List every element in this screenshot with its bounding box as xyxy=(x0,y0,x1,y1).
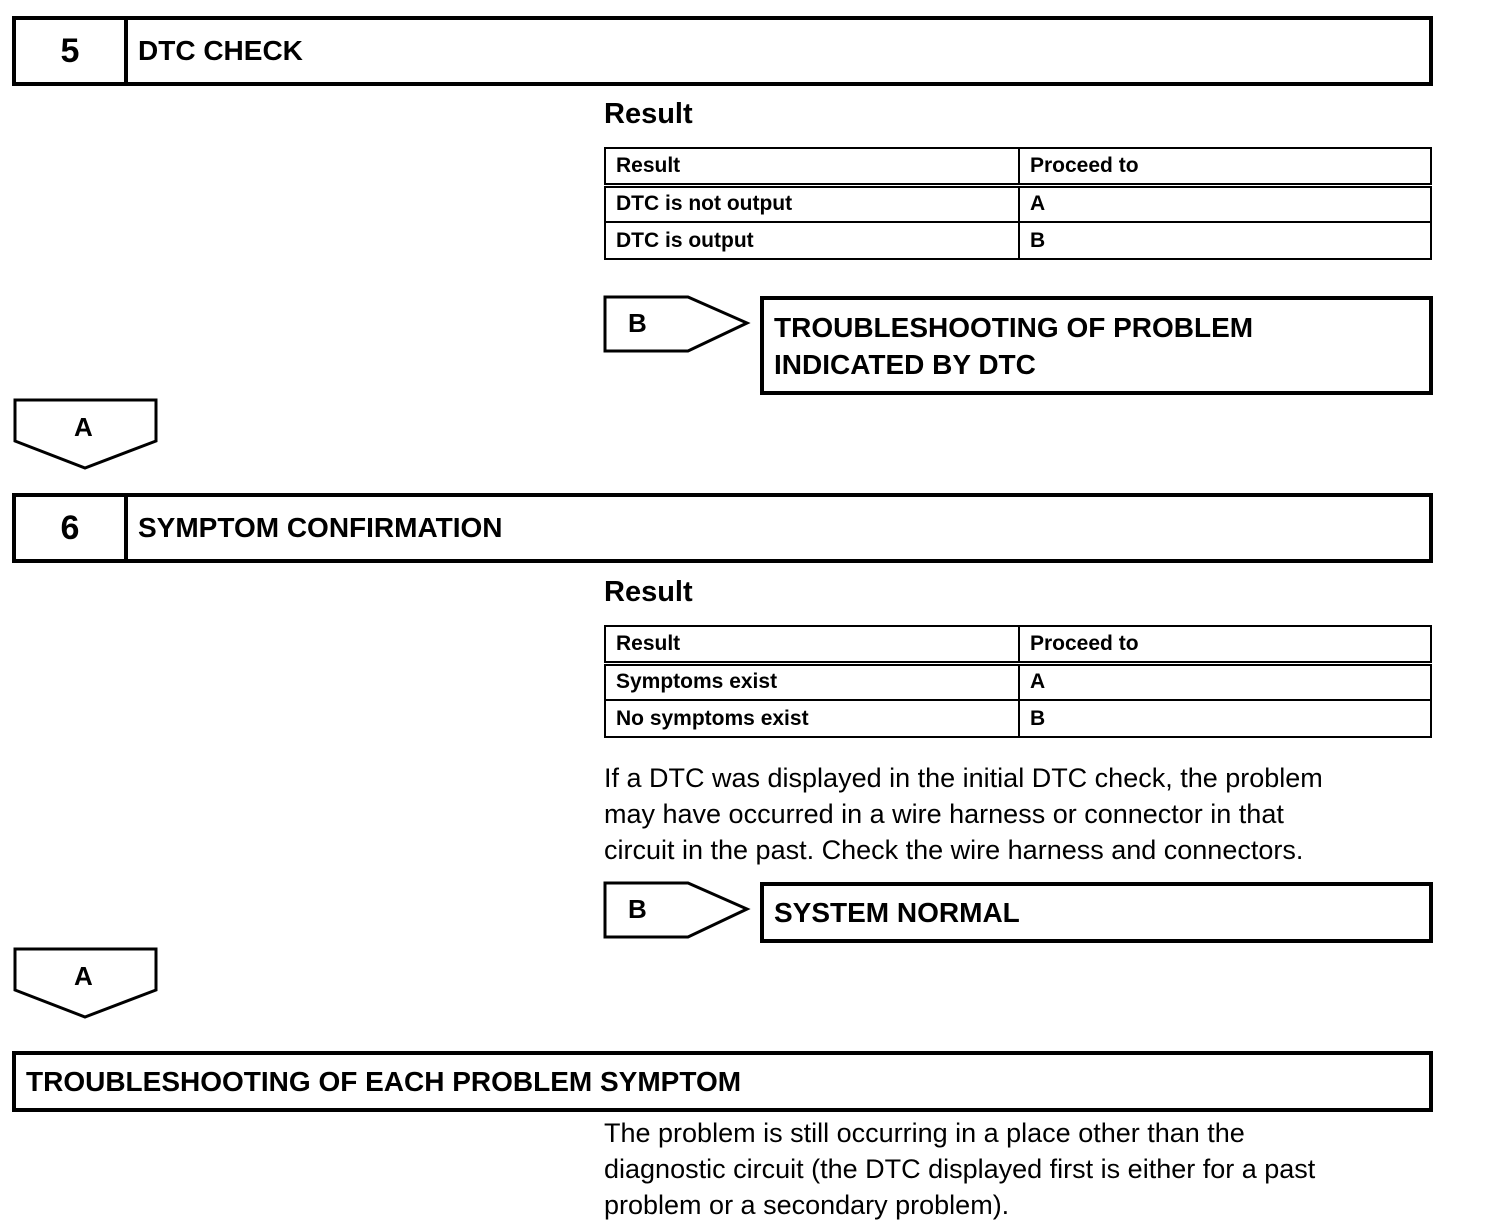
table-header-cell: Proceed to xyxy=(1019,148,1431,185)
table-row xyxy=(605,663,1431,700)
table-cell: DTC is not output xyxy=(605,185,1019,222)
step-6-number: 6 xyxy=(16,497,128,559)
branch-a-down-arrow-icon xyxy=(0,0,1,1)
step-6-header xyxy=(12,493,1433,563)
step-5-header xyxy=(12,16,1433,86)
step-6-title: SYMPTOM CONFIRMATION xyxy=(138,512,503,543)
table-row xyxy=(605,185,1431,222)
final-outcome-box: TROUBLESHOOTING OF EACH PROBLEM SYMPTOM xyxy=(12,1051,1433,1112)
table-cell: A xyxy=(1019,185,1431,222)
final-note xyxy=(604,1115,1484,1223)
step-6-result-heading: Result xyxy=(604,576,693,608)
step-5-branch-b-label: B xyxy=(628,308,647,338)
table-row xyxy=(605,700,1431,737)
step-6-note-line1: If a DTC was displayed in the initial DTC check, the problem xyxy=(604,763,1323,793)
table-header-row xyxy=(605,148,1431,185)
final-note-line2: diagnostic circuit (the DTC displayed first is either for a past xyxy=(604,1154,1316,1184)
table-cell: A xyxy=(1019,663,1431,700)
step-6-branch-b-label: B xyxy=(628,894,647,924)
table-cell: Symptoms exist xyxy=(605,663,1019,700)
table-header-row xyxy=(605,626,1431,663)
step-5-result-table xyxy=(604,147,1432,260)
table-cell: No symptoms exist xyxy=(605,700,1019,737)
step-5-outcome-line2: INDICATED BY DTC xyxy=(774,348,1036,380)
table-cell: B xyxy=(1019,700,1431,737)
final-note-line3: problem or a secondary problem). xyxy=(604,1190,1010,1220)
step-5-outcome-box xyxy=(760,296,1433,395)
step-6-result-table xyxy=(604,625,1432,738)
step-5-branch-a-label: A xyxy=(74,412,93,442)
table-header-cell: Result xyxy=(605,626,1019,663)
table-header-cell: Result xyxy=(605,148,1019,185)
step-6-outcome-box: SYSTEM NORMAL xyxy=(760,882,1433,943)
step-6-note xyxy=(604,760,1484,868)
step-5-outcome-line1: TROUBLESHOOTING OF PROBLEM xyxy=(774,311,1254,343)
table-cell: DTC is output xyxy=(605,222,1019,259)
step-5-title: DTC CHECK xyxy=(138,35,303,66)
table-header-cell: Proceed to xyxy=(1019,626,1431,663)
table-row xyxy=(605,222,1431,259)
final-note-line1: The problem is still occurring in a place other than the xyxy=(604,1118,1245,1148)
step-6-note-line2: may have occurred in a wire harness or connector in that xyxy=(604,799,1284,829)
step-5-number: 5 xyxy=(16,20,128,82)
step-5-result-heading: Result xyxy=(604,98,693,130)
table-cell: B xyxy=(1019,222,1431,259)
step-6-branch-a-label: A xyxy=(74,961,93,991)
step-6-note-line3: circuit in the past. Check the wire harness and connectors. xyxy=(604,835,1304,865)
